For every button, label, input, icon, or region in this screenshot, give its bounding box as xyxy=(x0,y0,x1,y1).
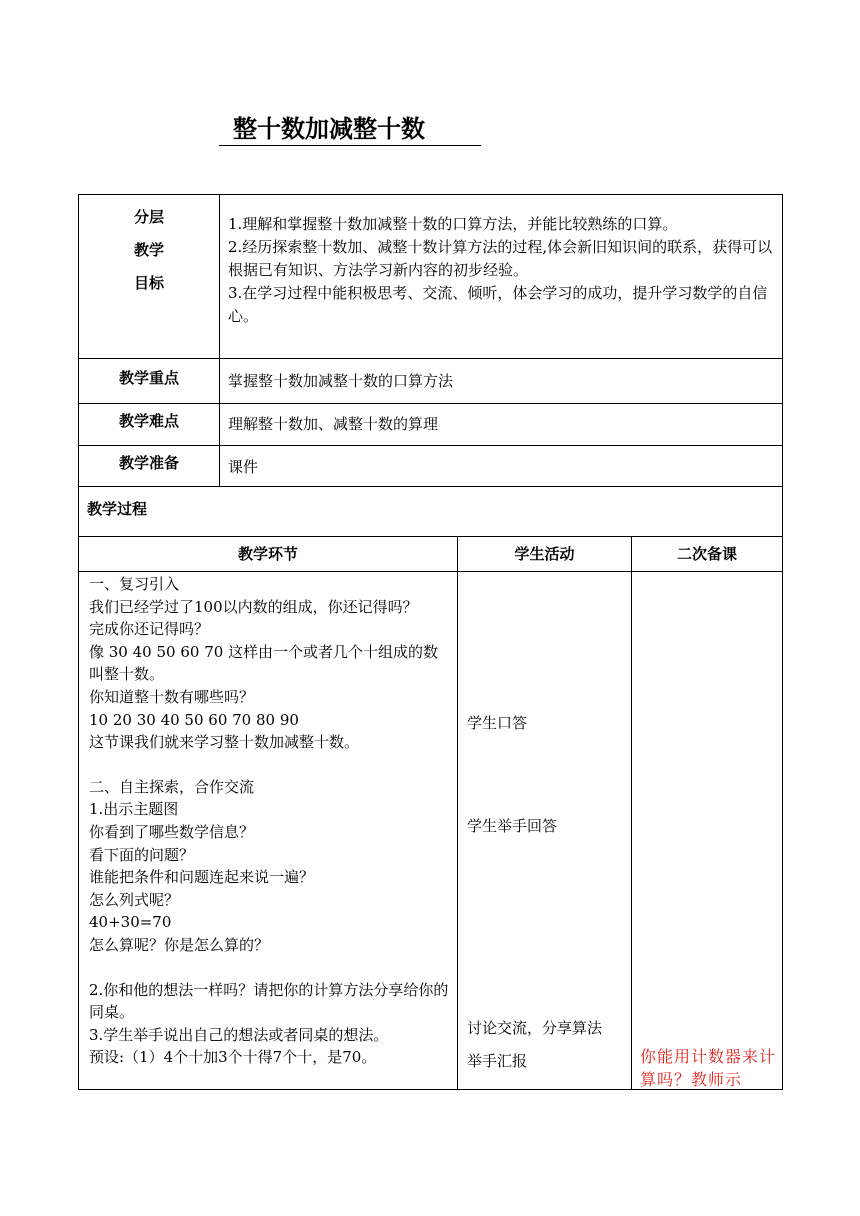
steps-cell xyxy=(79,572,458,1090)
step-line: 你看到了哪些数学信息？ xyxy=(89,822,255,841)
objective-item: 2.经历探索整十数加、减整十数计算方法的过程,体会新旧知识间的联系，获得可以根据已有知识、方法学习新内容的初步经验。 xyxy=(228,238,773,279)
process-row xyxy=(79,487,783,537)
objectives-content xyxy=(220,195,783,359)
step-line: 预设:（1）4个十加3个十得7个十，是70。 xyxy=(89,1048,377,1067)
step-line: 40+30=70 xyxy=(89,913,172,932)
objectives-label-line: 目标 xyxy=(133,274,164,292)
difficulty-row xyxy=(79,404,783,446)
step-line: 你知道整十数有哪些吗？ xyxy=(89,687,255,706)
student-activity-cell xyxy=(458,572,632,1090)
student-activity: 举手汇报 xyxy=(467,1052,528,1070)
step-line: 怎么算呢？你是怎么算的？ xyxy=(89,935,270,954)
preparation-row xyxy=(79,446,783,487)
column-header-student: 学生活动 xyxy=(458,537,632,572)
column-header-row xyxy=(79,537,783,572)
difficulty-value: 理解整十数加、减整十数的算理 xyxy=(220,404,783,446)
student-activity: 学生举手回答 xyxy=(467,817,558,835)
objectives-label-line: 分层 xyxy=(133,208,164,226)
step-line: 像 30 40 50 60 70 这样由一个或者几个十组成的数叫整十数。 xyxy=(89,642,439,684)
process-body-row xyxy=(79,572,783,1090)
step-line: 完成你还记得吗？ xyxy=(89,620,210,639)
preparation-label: 教学准备 xyxy=(79,446,220,487)
key-point-value: 掌握整十数加减整十数的口算方法 xyxy=(220,359,783,404)
column-header-second-prep: 二次备课 xyxy=(632,537,783,572)
lesson-plan-table xyxy=(78,194,783,1090)
student-activity: 学生口答 xyxy=(467,714,528,732)
preparation-value: 课件 xyxy=(220,446,783,487)
second-prep-cell xyxy=(632,572,783,1090)
student-activity: 讨论交流，分享算法 xyxy=(467,1019,603,1037)
step-line: 怎么列式呢？ xyxy=(89,890,180,909)
step-line: 谁能把条件和问题连起来说一遍？ xyxy=(89,868,315,887)
difficulty-label: 教学难点 xyxy=(79,404,220,446)
second-prep-note: 你能用计数器来计算吗？教师示 xyxy=(640,1047,777,1089)
key-point-row xyxy=(79,359,783,404)
step-line: 1.出示主题图 xyxy=(89,800,179,819)
column-header-steps: 教学环节 xyxy=(79,537,458,572)
objective-item: 1.理解和掌握整十数加减整十数的口算方法，并能比较熟练的口算。 xyxy=(228,215,678,233)
objectives-label-line: 教学 xyxy=(133,241,164,259)
step-line: 看下面的问题？ xyxy=(89,845,195,864)
process-label: 教学过程 xyxy=(79,487,783,537)
step-line: 3.学生举手说出自己的想法或者同桌的想法。 xyxy=(89,1025,389,1044)
step-spacer xyxy=(89,957,449,979)
step-spacer xyxy=(89,754,449,776)
page-title: 整十数加减整十数 xyxy=(219,112,481,146)
key-point-label: 教学重点 xyxy=(79,359,220,404)
objectives-label xyxy=(79,195,220,359)
step-line: 这节课我们就来学习整十数加减整十数。 xyxy=(89,733,360,752)
step-line: 2.你和他的想法一样吗？请把你的计算方法分享给你的同桌。 xyxy=(89,980,449,1022)
step-line: 一、复习引入 xyxy=(89,575,180,593)
step-line: 二、自主探索，合作交流 xyxy=(89,777,255,796)
objective-item: 3.在学习过程中能积极思考、交流、倾听，体会学习的成功，提升学习数学的自信心。 xyxy=(228,284,768,325)
step-line: 我们已经学过了100以内数的组成，你还记得吗？ xyxy=(89,597,418,616)
step-line: 10 20 30 40 50 60 70 80 90 xyxy=(89,710,299,729)
objectives-row xyxy=(79,195,783,359)
